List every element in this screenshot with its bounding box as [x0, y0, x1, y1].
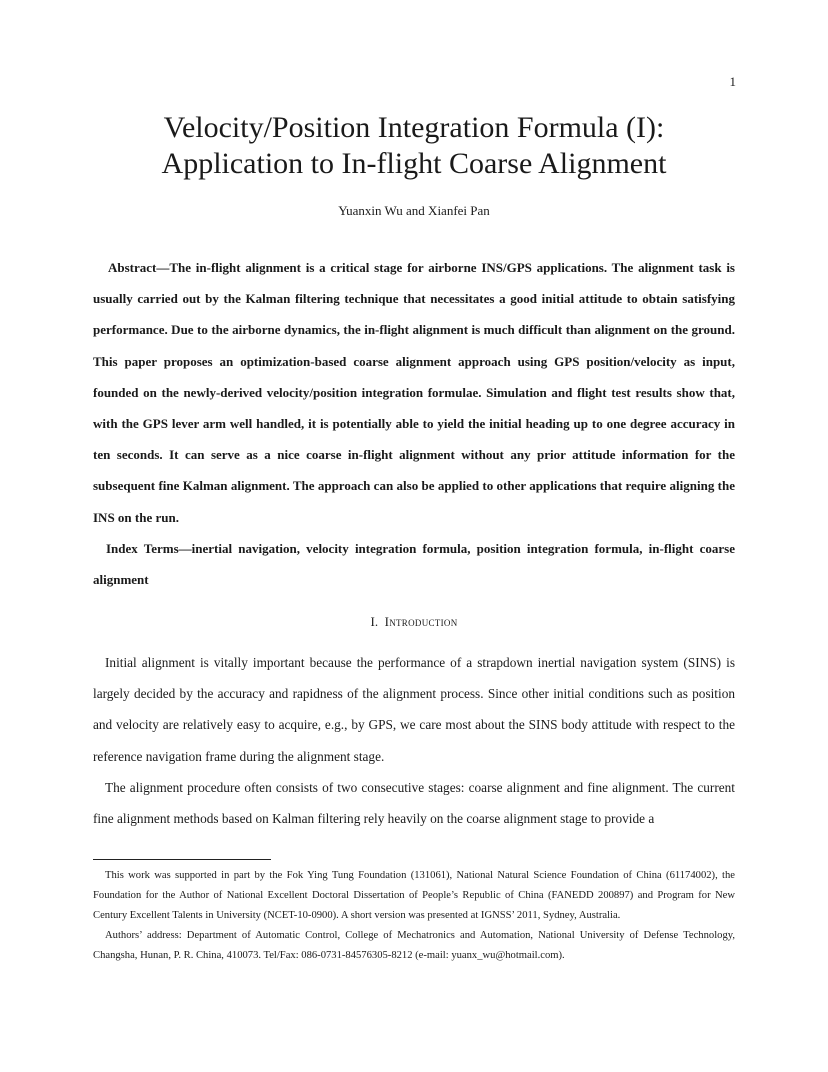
- footnote-funding: This work was supported in part by the Fok Ying Tung Foundation (131061), National Natural Science Foundation of China (61174002), the Foundation for the Author of National Excellent Doctoral Dissertation of People’s Republic of China (FANEDD 200897) and Program for New Century Excellent Talents in University (NCET-10-0900). A short version was presented at IGNSS’ 2011, Sydney, Australia.: [93, 870, 735, 921]
- body-paragraph: The alignment procedure often consists of two consecutive stages: coarse alignment and fine alignment. The current fine alignment methods based on Kalman filtering rely heavily on the coarse alignment stage to provide a: [93, 779, 735, 827]
- footnote-rule: [93, 859, 271, 860]
- title-line-1: Velocity/Position Integration Formula (I):: [163, 111, 665, 144]
- index-terms: Index Terms—inertial navigation, velocity integration formula, position integration formula, in-flight coarse alignment: [93, 540, 735, 588]
- section-title: Introduction: [384, 614, 458, 629]
- abstract-block: [93, 252, 735, 595]
- abstract: Abstract—The in-flight alignment is a critical stage for airborne INS/GPS applications. The alignment task is usually carried out by the Kalman filtering technique that necessitates a good initial attitude to obtain satisfying performance. Due to the airborne dynamics, the in-flight alignment is much difficult than alignment on the ground. This paper proposes an optimization-based coarse alignment approach using GPS position/velocity as input, founded on the newly-derived velocity/position integration formulae. Simulation and flight test results show that, with the GPS lever arm well handled, it is potentially able to yield the initial heading up to one degree accuracy in ten seconds. It can serve as a nice coarse in-flight alignment without any prior attitude information for the subsequent fine Kalman alignment. The approach can also be applied to other applications that require aligning the INS on the run.: [93, 260, 735, 525]
- footnote-address: Authors’ address: Department of Automatic Control, College of Mechatronics and Automation, National University of Defense Technology, Changsha, Hunan, P. R. China, 410073. Tel/Fax: 086-0731-84576305-8212 (e-mail: yuanx_wu@hotmail.com).: [93, 930, 735, 961]
- title-line-2: Application to In-flight Coarse Alignment: [161, 147, 667, 180]
- section-number: I.: [370, 614, 379, 629]
- body-text: [93, 647, 735, 834]
- footnotes: [93, 866, 735, 966]
- section-heading: [0, 614, 828, 630]
- paper-title: [0, 110, 828, 182]
- page-number: 1: [729, 74, 736, 89]
- authors: Yuanxin Wu and Xianfei Pan: [338, 203, 490, 218]
- body-paragraph: Initial alignment is vitally important because the performance of a strapdown inertial navigation system (SINS) is largely decided by the accuracy and rapidness of the alignment process. Since other initial conditions such as position and velocity are relatively easy to acquire, e.g., by GPS, we care most about the SINS body attitude with respect to the reference navigation frame during the alignment stage.: [93, 655, 735, 764]
